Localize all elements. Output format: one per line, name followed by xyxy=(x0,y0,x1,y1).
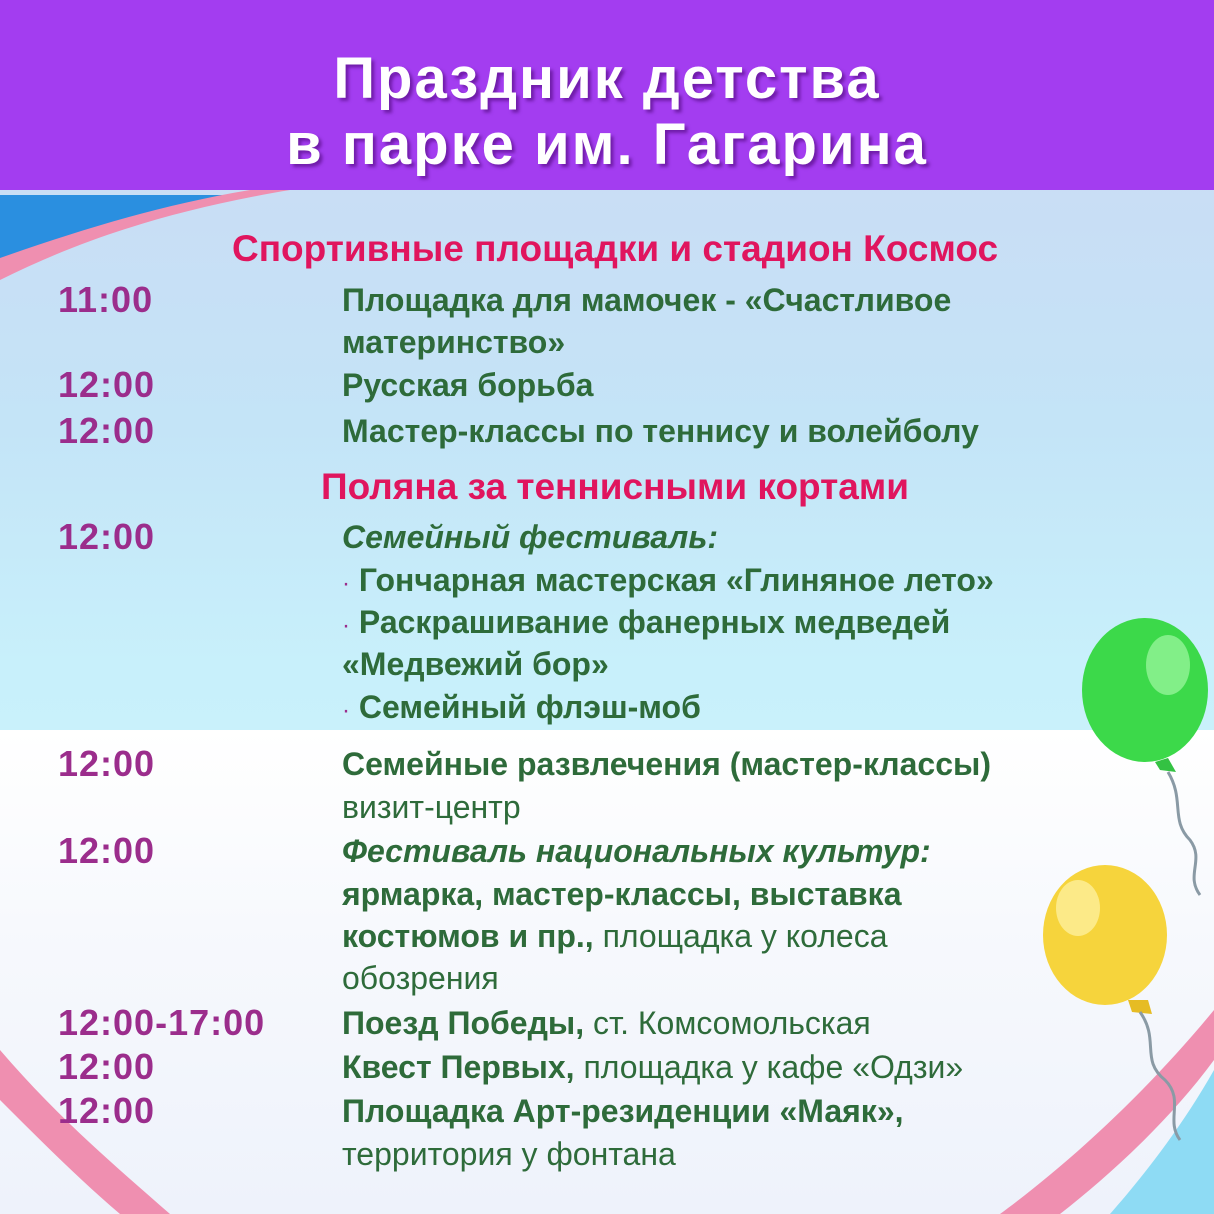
event-title-continued: ярмарка, мастер-классы, выставка xyxy=(342,876,902,912)
time-label: 12:00 xyxy=(58,516,156,557)
bullet-continuation: «Медвежий бор» xyxy=(342,646,609,682)
event-place: территория у фонтана xyxy=(342,1136,676,1172)
section-title-glade: Поляна за теннисными кортами xyxy=(321,466,909,507)
time-label: 12:00 xyxy=(58,743,156,784)
section-title-sport: Спортивные площадки и стадион Космос xyxy=(231,228,999,269)
title-line-1: Праздник детства xyxy=(333,46,881,111)
event-place: площадка у кафе «Одзи» xyxy=(574,1049,964,1085)
bullet-item xyxy=(342,559,994,605)
time-label: 12:00 xyxy=(58,1090,156,1131)
bullet-icon: · xyxy=(342,612,350,639)
event-title-continued: материнство» xyxy=(342,324,566,360)
header-banner xyxy=(0,0,1214,190)
event-heading: Семейный фестиваль: xyxy=(342,519,718,555)
event-title: Площадка Арт-резиденции «Маяк», xyxy=(342,1093,904,1129)
bullet-icon: · xyxy=(342,570,350,597)
event-title: Площадка для мамочек - «Счастливое xyxy=(342,282,952,318)
event-title: Поезд Победы, xyxy=(342,1005,585,1041)
green-balloon-icon xyxy=(1082,618,1208,895)
bullet-text: Семейный флэш-моб xyxy=(358,689,701,725)
event-place: площадка у колеса xyxy=(593,918,888,954)
time-label: 12:00-17:00 xyxy=(58,1002,266,1043)
bullet-text: Раскрашивание фанерных медведей xyxy=(358,604,951,640)
event-title: Семейные развлечения (мастер-классы) xyxy=(342,746,991,782)
time-label: 12:00 xyxy=(58,410,156,451)
event-place: ст. Комсомольская xyxy=(584,1005,871,1041)
time-label: 11:00 xyxy=(58,279,154,320)
event-line xyxy=(342,1046,963,1088)
title-line-2: в парке им. Гагарина xyxy=(286,112,928,177)
bullet-text: Гончарная мастерская «Глиняное лето» xyxy=(358,562,994,598)
event-line xyxy=(342,1002,871,1044)
page-title xyxy=(0,46,1214,178)
event-title: Русская борьба xyxy=(342,367,594,403)
bullet-item xyxy=(342,601,950,647)
event-heading: Фестиваль национальных культур: xyxy=(342,833,931,869)
event-title-continued xyxy=(342,915,888,957)
bullet-icon: · xyxy=(342,697,350,724)
time-label: 12:00 xyxy=(58,1046,156,1087)
event-place-continued: обозрения xyxy=(342,960,499,996)
bullet-item xyxy=(342,686,701,732)
time-label: 12:00 xyxy=(58,364,156,405)
event-title: Мастер-классы по теннису и волейболу xyxy=(342,413,979,449)
event-title: Квест Первых, xyxy=(342,1049,575,1085)
event-place: визит-центр xyxy=(342,789,521,825)
time-label: 12:00 xyxy=(58,830,156,871)
event-title-part: костюмов и пр., xyxy=(342,918,594,954)
